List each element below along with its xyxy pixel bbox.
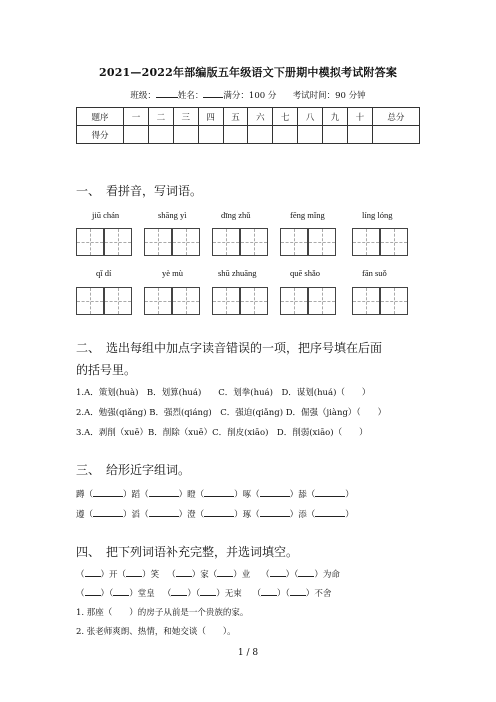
table-cell: 十 <box>347 108 372 126</box>
score-cell[interactable] <box>124 126 149 144</box>
score-cell[interactable] <box>273 126 298 144</box>
name-label: 姓名： <box>177 91 204 101</box>
score-cell[interactable] <box>198 126 223 144</box>
answer-blank[interactable] <box>204 508 234 517</box>
pinyin-label: qǐ dí <box>96 268 112 278</box>
pinyin-label: shāng yì <box>158 210 187 220</box>
idiom-char: 家 <box>200 570 209 580</box>
char: 滔 <box>131 510 141 520</box>
page-number: 1 / 8 <box>237 648 259 658</box>
section1-heading: 一、 看拼音，写词语。 <box>76 184 203 198</box>
similar-chars-row: 蹲（ ）蹈（ ）瞪（ ）啄（ ）舔（ ） <box>76 490 354 500</box>
char: 啄 <box>242 490 252 500</box>
writing-grid-box[interactable] <box>352 287 380 315</box>
class-label: 班级： <box>130 91 156 101</box>
writing-grid-box[interactable] <box>212 228 240 256</box>
pinyin-label: yè mù <box>162 268 184 278</box>
pinyin-label: quē shǎo <box>290 268 320 278</box>
answer-blank[interactable] <box>204 488 234 497</box>
answer-blank[interactable] <box>171 587 187 596</box>
table-cell: 二 <box>148 108 173 126</box>
answer-blank[interactable] <box>261 587 277 596</box>
idiom-char: 笑 <box>150 570 160 580</box>
score-cell[interactable] <box>223 126 248 144</box>
question-2-1: 1.A．策划(huà) B．划算(huá) C．划拳(huá) D．谋划(huá)（ ） <box>76 388 371 398</box>
answer-blank[interactable] <box>315 488 345 497</box>
writing-grid-box[interactable] <box>308 287 336 315</box>
idiom-char: 堂皇 <box>137 589 155 599</box>
table-cell: 六 <box>248 108 273 126</box>
idiom-char: 开 <box>109 570 118 580</box>
class-blank <box>156 88 178 98</box>
question-4-1: 1. 那座（ ）的房子从前是一个贵族的家。 <box>76 608 249 618</box>
answer-blank[interactable] <box>260 508 290 517</box>
score-cell[interactable] <box>173 126 198 144</box>
exam-title: 2021—2022年部编版五年级语文下册期中模拟考试附答案 <box>98 66 398 79</box>
score-table <box>76 107 420 144</box>
table-cell: 九 <box>323 108 348 126</box>
pinyin-label: dīng zhǔ <box>221 210 251 220</box>
writing-grid-box[interactable] <box>144 228 172 256</box>
table-cell: 得分 <box>77 126 124 144</box>
answer-blank[interactable] <box>85 568 101 577</box>
similar-chars-row: 遵（ ）滔（ ）澄（ ）琢（ ）添（ ） <box>76 510 354 520</box>
writing-grid-box[interactable] <box>280 228 308 256</box>
question-2-2: 2.A．勉强(qiǎng) B．强烈(qiáng) C．强迫(qiǎng) D．倔强（jiàng）（ ） <box>76 408 387 418</box>
writing-grid-box[interactable] <box>144 287 172 315</box>
table-cell: 五 <box>223 108 248 126</box>
answer-blank[interactable] <box>298 568 314 577</box>
idiom-char: 不舍 <box>314 589 332 599</box>
char: 添 <box>298 510 307 520</box>
section2-heading-line2: 的括号里。 <box>76 363 137 377</box>
writing-grid-box[interactable] <box>172 228 200 256</box>
idiom-fill-row: （ ）开（ ）笑 （ ）家（ ）业 （ ）（ ）为命 <box>76 570 340 580</box>
question-4-2: 2. 张老师爽朗、热情，和她交谈（ ）。 <box>76 627 236 637</box>
pinyin-label: fān suǒ <box>362 268 387 278</box>
pinyin-label: shū zhuāng <box>218 268 257 278</box>
score-cell[interactable] <box>347 126 372 144</box>
idiom-fill-row: （ ）（ ）堂皇 （ ）（ ）无束 （ ）（ ）不舍 <box>76 589 332 599</box>
answer-blank[interactable] <box>149 488 179 497</box>
time-label: 考试时间：90 分钟 <box>292 91 366 101</box>
answer-blank[interactable] <box>93 508 123 517</box>
char: 琢 <box>242 510 252 520</box>
answer-blank[interactable] <box>290 587 306 596</box>
table-cell: 一 <box>124 108 149 126</box>
table-cell: 题序 <box>77 108 124 126</box>
answer-blank[interactable] <box>126 568 142 577</box>
writing-grid-box[interactable] <box>240 287 268 315</box>
answer-blank[interactable] <box>260 488 290 497</box>
answer-blank[interactable] <box>149 508 179 517</box>
pinyin-label: líng lóng <box>362 210 393 220</box>
char: 蹲 <box>76 490 85 500</box>
writing-grid-box[interactable] <box>212 287 240 315</box>
char: 舔 <box>298 490 307 500</box>
idiom-char: 业 <box>241 570 251 580</box>
exam-info-line <box>0 88 496 101</box>
answer-blank[interactable] <box>217 568 233 577</box>
pinyin-label: jiū chán <box>92 210 120 220</box>
answer-blank[interactable] <box>176 568 192 577</box>
score-cell[interactable] <box>323 126 348 144</box>
pinyin-label: fēng mǐng <box>290 210 325 220</box>
score-cell[interactable] <box>248 126 273 144</box>
table-cell: 三 <box>173 108 198 126</box>
idiom-char: 无束 <box>224 589 242 599</box>
idiom-char: 为命 <box>322 570 340 580</box>
writing-grid-box[interactable] <box>172 287 200 315</box>
writing-grid-box[interactable] <box>280 287 308 315</box>
writing-grid-box[interactable] <box>308 228 336 256</box>
writing-grid-box[interactable] <box>76 228 104 256</box>
score-cell[interactable] <box>298 126 323 144</box>
answer-blank[interactable] <box>93 488 123 497</box>
writing-grid-box[interactable] <box>380 228 408 256</box>
section3-heading: 三、 给形近字组词。 <box>76 463 191 477</box>
table-cell: 总分 <box>372 108 419 126</box>
answer-blank[interactable] <box>113 587 129 596</box>
writing-grid-box[interactable] <box>76 287 104 315</box>
answer-blank[interactable] <box>315 508 345 517</box>
writing-grid-box[interactable] <box>380 287 408 315</box>
section2-heading-line1: 二、 选出每组中加点字读音错误的一项，把序号填在后面 <box>76 341 383 355</box>
score-cell[interactable] <box>372 126 419 144</box>
char: 瞪 <box>187 490 196 500</box>
table-cell: 四 <box>198 108 223 126</box>
writing-grid-box[interactable] <box>104 228 132 256</box>
char: 澄 <box>187 510 196 520</box>
char: 蹈 <box>131 490 141 500</box>
score-table-header-row <box>77 108 420 126</box>
answer-blank[interactable] <box>85 587 101 596</box>
answer-blank[interactable] <box>270 568 286 577</box>
writing-grid-box[interactable] <box>352 228 380 256</box>
section4-heading: 四、 把下列词语补充完整，并选词填空。 <box>76 545 299 559</box>
score-cell[interactable] <box>148 126 173 144</box>
table-cell: 八 <box>298 108 323 126</box>
question-2-3: 3.A．剥削（xuē）B．削除（xuē）C．削皮(xiāo) D．削弱(xiāo)（ ） <box>76 428 368 438</box>
table-cell: 七 <box>273 108 298 126</box>
writing-grid-box[interactable] <box>104 287 132 315</box>
char: 遵 <box>76 510 85 520</box>
answer-blank[interactable] <box>200 587 216 596</box>
score-label: 满分：100 分 <box>223 91 277 101</box>
writing-grid-box[interactable] <box>240 228 268 256</box>
name-blank <box>203 88 223 98</box>
score-table-score-row <box>77 126 420 144</box>
